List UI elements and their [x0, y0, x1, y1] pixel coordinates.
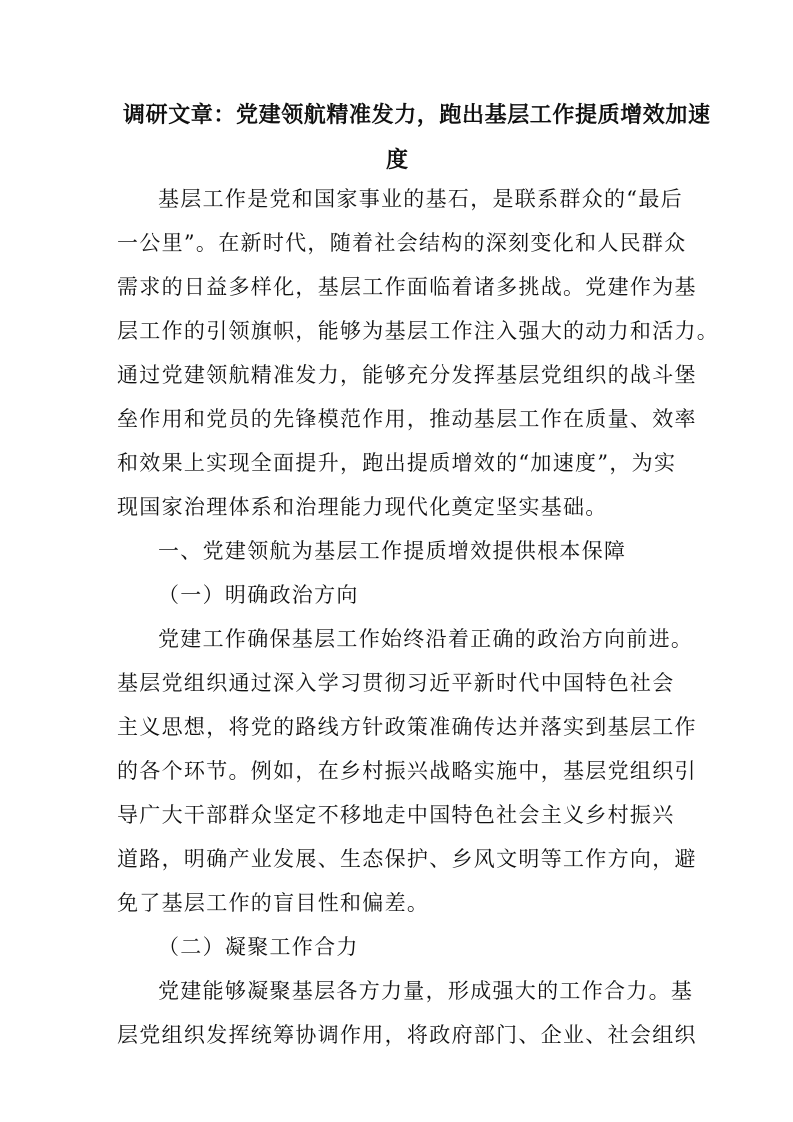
paragraph-line: 导广大干部群众坚定不移地走中国特色社会主义乡村振兴 [117, 803, 675, 827]
paragraph-line: 垒作用和党员的先锋模范作用，推动基层工作在质量、效率 [117, 407, 697, 431]
paragraph-line: 基层工作是党和国家事业的基石，是联系群众的“最后 [158, 187, 683, 211]
paragraph-line: 和效果上实现全面提升，跑出提质增效的“加速度”，为实 [117, 451, 677, 475]
paragraph-line: 层党组织发挥统筹协调作用，将政府部门、企业、社会组织 [117, 1023, 697, 1047]
section-heading: 一、党建领航为基层工作提质增效提供根本保障 [158, 539, 627, 563]
paragraph-line: 党建能够凝聚基层各方力量，形成强大的工作合力。基 [158, 979, 694, 1003]
paragraph-line: 一公里”。在新时代，随着社会结构的深刻变化和人民群众 [117, 231, 687, 255]
subsection-heading: （二）凝聚工作合力 [158, 935, 359, 959]
paragraph-line: 党建工作确保基层工作始终沿着正确的政治方向前进。 [158, 627, 694, 651]
paragraph-line: 基层党组织通过深入学习贯彻习近平新时代中国特色社会 [117, 671, 675, 695]
document-title-line-2: 度 [386, 147, 409, 173]
document-title-line-1: 调研文章：党建领航精准发力，跑出基层工作提质增效加速 [123, 102, 711, 128]
paragraph-line: 需求的日益多样化，基层工作面临着诸多挑战。党建作为基 [117, 275, 697, 299]
paragraph-line: 层工作的引领旗帜，能够为基层工作注入强大的动力和活力。 [117, 319, 720, 343]
paragraph-line: 通过党建领航精准发力，能够充分发挥基层党组织的战斗堡 [117, 363, 697, 387]
paragraph-line: 的各个环节。例如，在乡村振兴战略实施中，基层党组织引 [117, 759, 697, 783]
paragraph-line: 现国家治理体系和治理能力现代化奠定坚实基础。 [117, 495, 608, 519]
subsection-heading: （一）明确政治方向 [158, 583, 359, 607]
paragraph-line: 道路，明确产业发展、生态保护、乡风文明等工作方向，避 [117, 847, 697, 871]
paragraph-line: 免了基层工作的盲目性和偏差。 [117, 891, 430, 915]
paragraph-line: 主义思想，将党的路线方针政策准确传达并落实到基层工作 [117, 715, 697, 739]
